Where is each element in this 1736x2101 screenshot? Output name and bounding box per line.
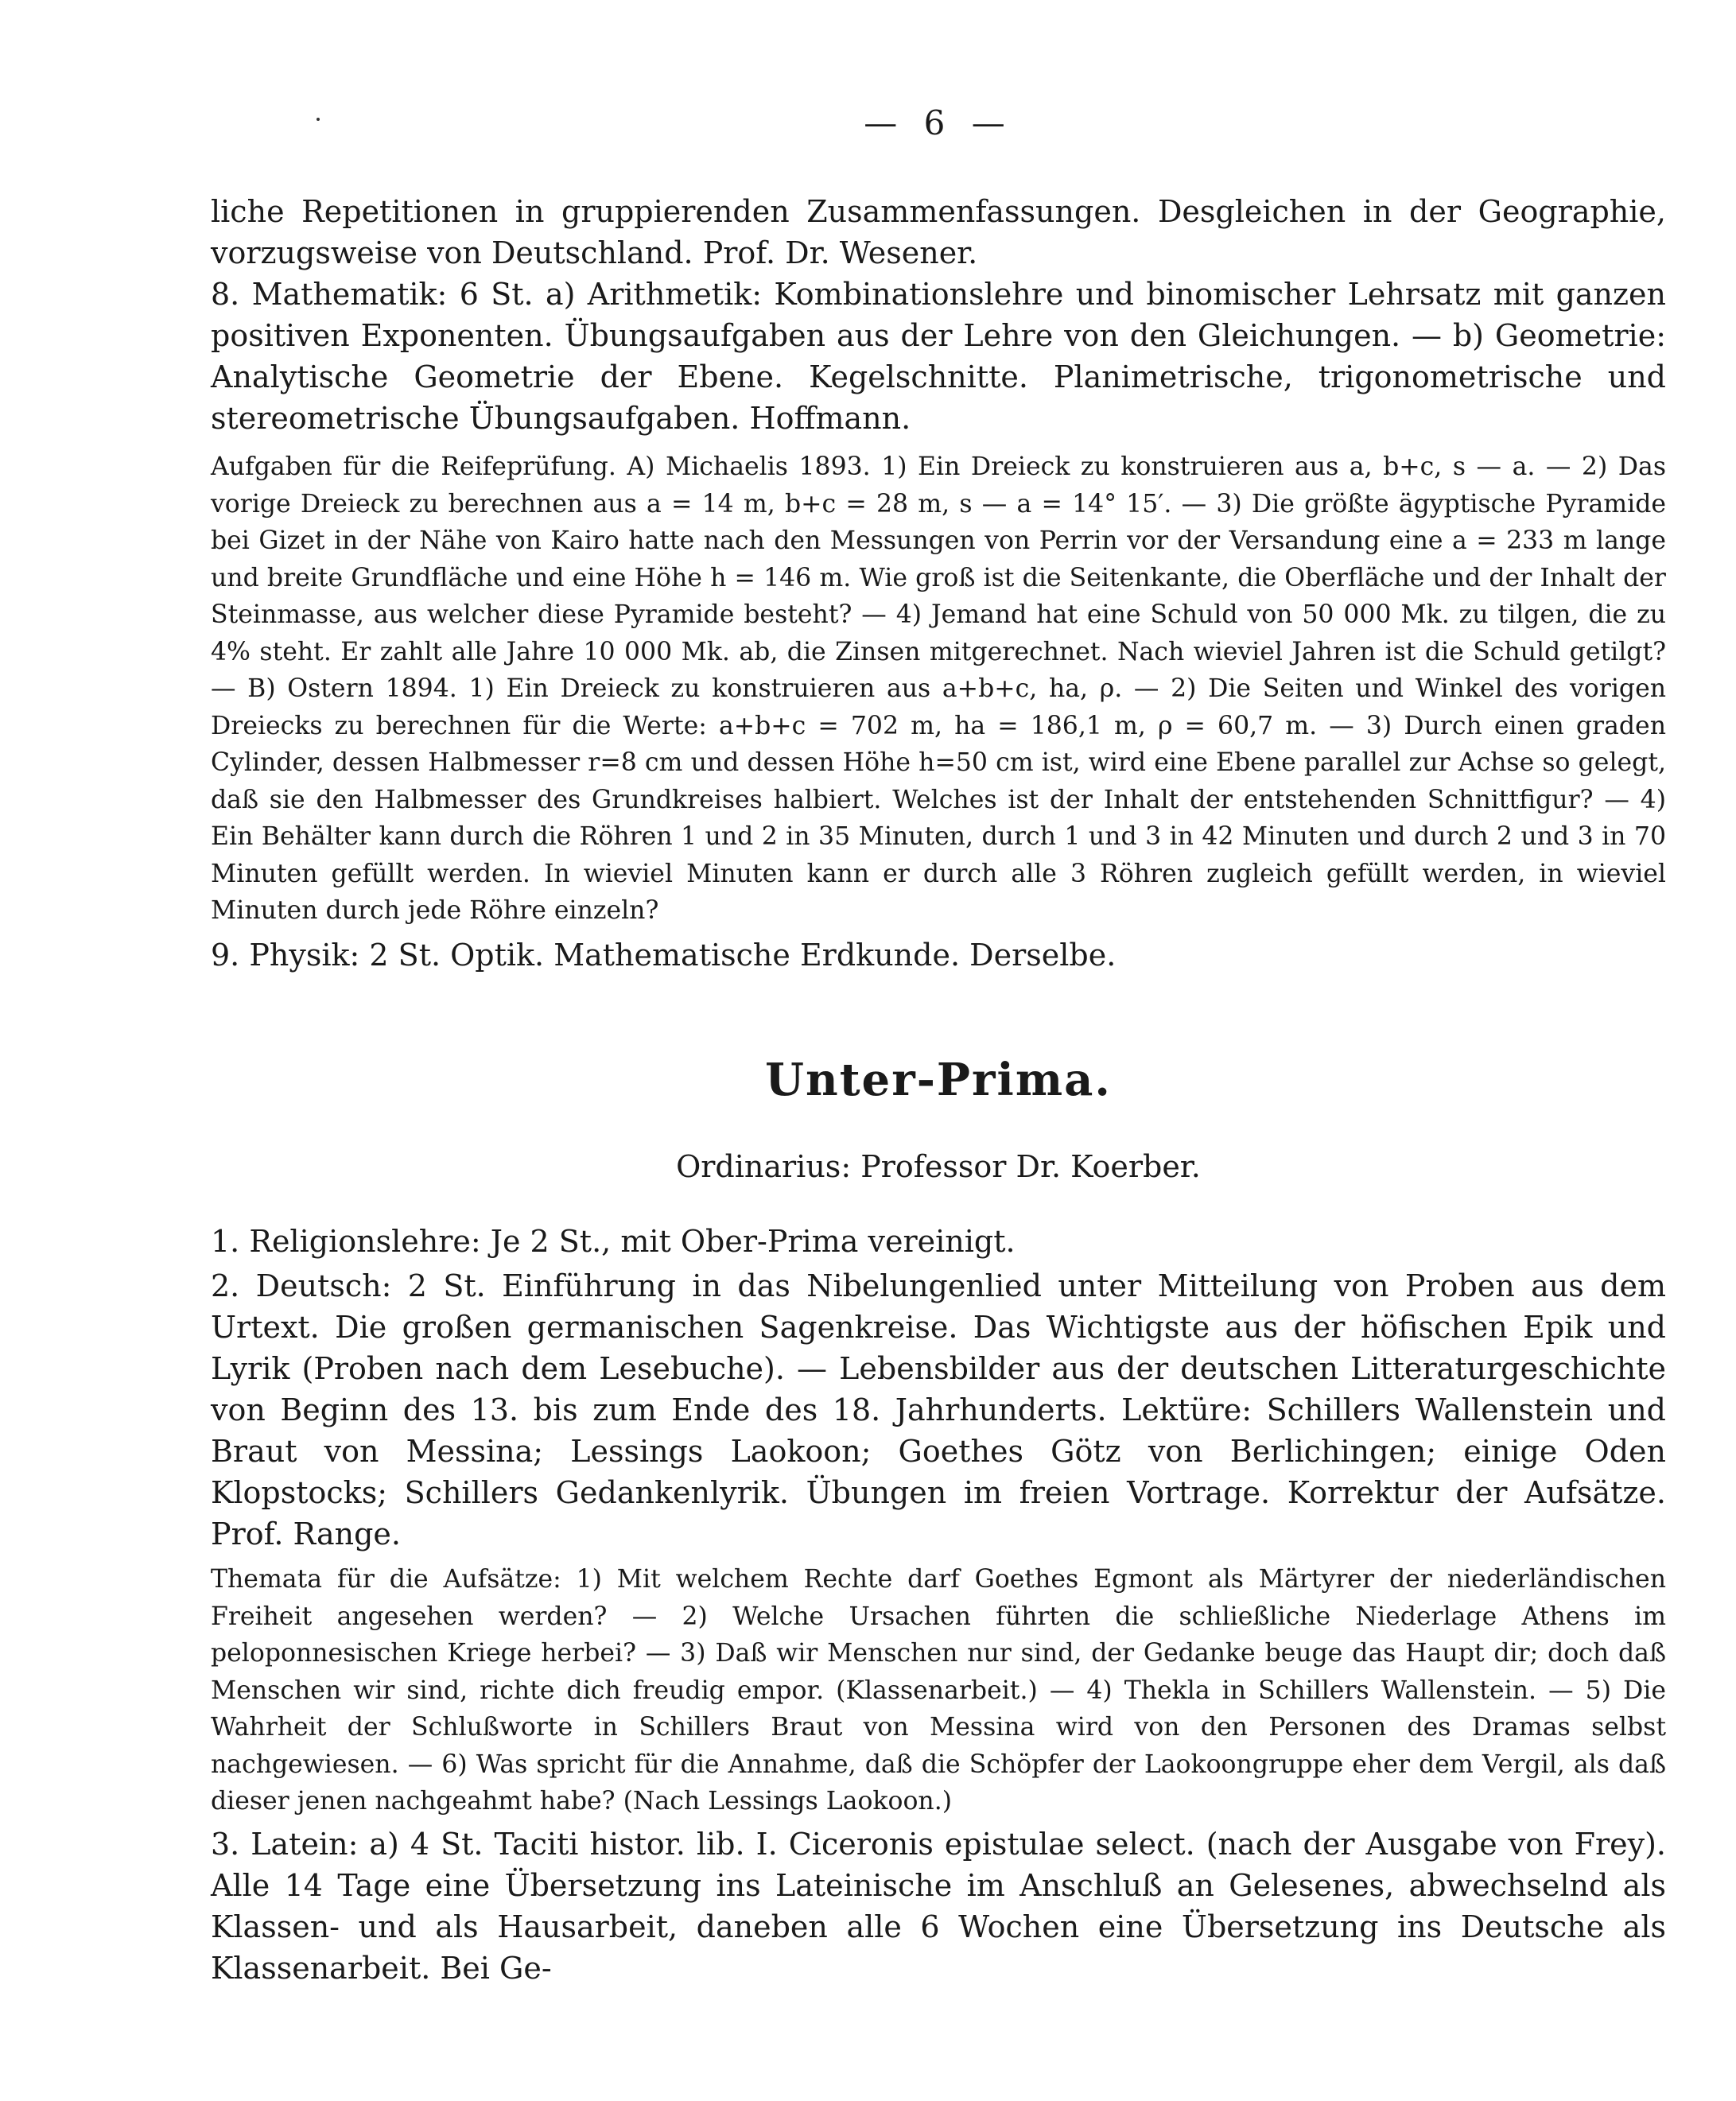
- lower-section: [211, 1221, 1666, 1989]
- paragraph-latein: 3. Latein: a) 4 St. Taciti histor. lib. I. Ciceronis epistulae select. (nach der Ausgabe von Frey). Alle 14 Tage eine Übersetzung ins Lateinische im Anschluß an Gelesenes, abwechselnd als Klassen- und als Hausarbeit, daneben alle 6 Wochen eine Übersetzung ins Deutsche als Klassenarbeit. Bei Ge-: [211, 1826, 1666, 1986]
- upper-section: [211, 191, 1666, 976]
- paragraph-geography-continued: liche Repetitionen in gruppierenden Zusammenfassungen. Desgleichen in der Geographie, vorzugsweise von Deutschland. Prof. Dr. Wesener.: [211, 194, 1666, 270]
- ordinarius-line: Ordinarius: Professor Dr. Koerber.: [676, 1149, 1201, 1184]
- paragraph-reifepruefung-aufgaben: Aufgaben für die Reifeprüfung. A) Michaelis 1893. 1) Ein Dreieck zu konstruieren aus a, b+c, s — a. — 2) Das vorige Dreieck zu berechnen aus a = 14 m, b+c = 28 m, s — a = 14° 15′. — 3) Die größte ägyptische Pyramide bei Gizet in der Nähe von Kairo hatte nach den Messungen von Perrin vor der Versandung eine a = 233 m lange und breite Grundfläche und eine Höhe h = 146 m. Wie groß ist die Seitenkante, die Oberfläche und der Inhalt der Steinmasse, aus welcher diese Pyramide besteht? — 4) Jemand hat eine Schuld von 50 000 Mk. zu tilgen, die zu 4% steht. Er zahlt alle Jahre 10 000 Mk. ab, die Zinsen mitgerechnet. Nach wieviel Jahren ist die Schuld getilgt? — B) Ostern 1894. 1) Ein Dreieck zu konstruieren aus a+b+c, ha, ρ. — 2) Die Seiten und Winkel des vorigen Dreiecks zu berechnen für die Werte: a+b+c = 702 m, ha = 186,1 m, ρ = 60,7 m. — 3) Durch einen graden Cylinder, dessen Halbmesser r=8 cm und dessen Höhe h=50 cm ist, wird eine Ebene parallel zur Achse so gelegt, daß sie den Halbmesser des Grundkreises halbiert. Welches ist der Inhalt der entstehenden Schnittfigur? — 4) Ein Behälter kann durch die Röhren 1 und 2 in 35 Minuten, durch 1 und 3 in 42 Minuten und durch 2 und 3 in 70 Minuten gefüllt werden. In wieviel Minuten kann er durch alle 3 Röhren zugleich gefüllt werden, in wieviel Minuten durch jede Röhre einzeln?: [211, 452, 1666, 925]
- paragraph-religionslehre: 1. Religionslehre: Je 2 St., mit Ober-Prima vereinigt.: [211, 1224, 1016, 1259]
- paragraph-aufsatz-themata: Themata für die Aufsätze: 1) Mit welchem Rechte darf Goethes Egmont als Märtyrer der niederländischen Freiheit angesehen werden? — 2) Welche Ursachen führten die schließliche Niederlage Athens im peloponnesischen Kriege herbei? — 3) Daß wir Menschen nur sind, der Gedanke beuge das Haupt dir; doch daß Menschen wir sind, richte dich freudig empor. (Klassenarbeit.) — 4) Thekla in Schillers Wallenstein. — 5) Die Wahrheit der Schlußworte in Schillers Braut von Messina wird von den Personen des Dramas selbst nachgewiesen. — 6) Was spricht für die Annahme, daß die Schöpfer der Laokoongruppe eher dem Vergil, als daß dieser jenen nachgeahmt habe? (Nach Lessings Laokoon.): [211, 1565, 1666, 1816]
- section-heading-unter-prima: Unter-Prima.: [765, 1054, 1112, 1106]
- paragraph-physik: 9. Physik: 2 St. Optik. Mathematische Erdkunde. Derselbe.: [211, 937, 1117, 973]
- page-number: — 6 —: [864, 103, 1013, 142]
- paragraph-mathematik: 8. Mathematik: 6 St. a) Arithmetik: Kombinationslehre und binomischer Lehrsatz mit ganzen positiven Exponenten. Übungsaufgaben aus der Lehre von den Gleichungen. — b) Geometrie: Analytische Geometrie der Ebene. Kegelschnitte. Planimetrische, trigonometrische und stereometrische Übungsaufgaben. Hoffmann.: [211, 277, 1666, 436]
- paragraph-deutsch: 2. Deutsch: 2 St. Einführung in das Nibelungenlied unter Mitteilung von Proben aus dem Urtext. Die großen germanischen Sagenkreise. Das Wichtigste aus der höfischen Epik und Lyrik (Proben nach dem Lesebuche). — Lebensbilder aus der deutschen Litteraturgeschichte von Beginn des 13. bis zum Ende des 18. Jahrhunderts. Lektüre: Schillers Wallenstein und Braut von Messina; Lessings Laokoon; Goethes Götz von Berlichingen; einige Oden Klopstocks; Schillers Gedankenlyrik. Übungen im freien Vortrage. Korrektur der Aufsätze. Prof. Range.: [211, 1268, 1666, 1551]
